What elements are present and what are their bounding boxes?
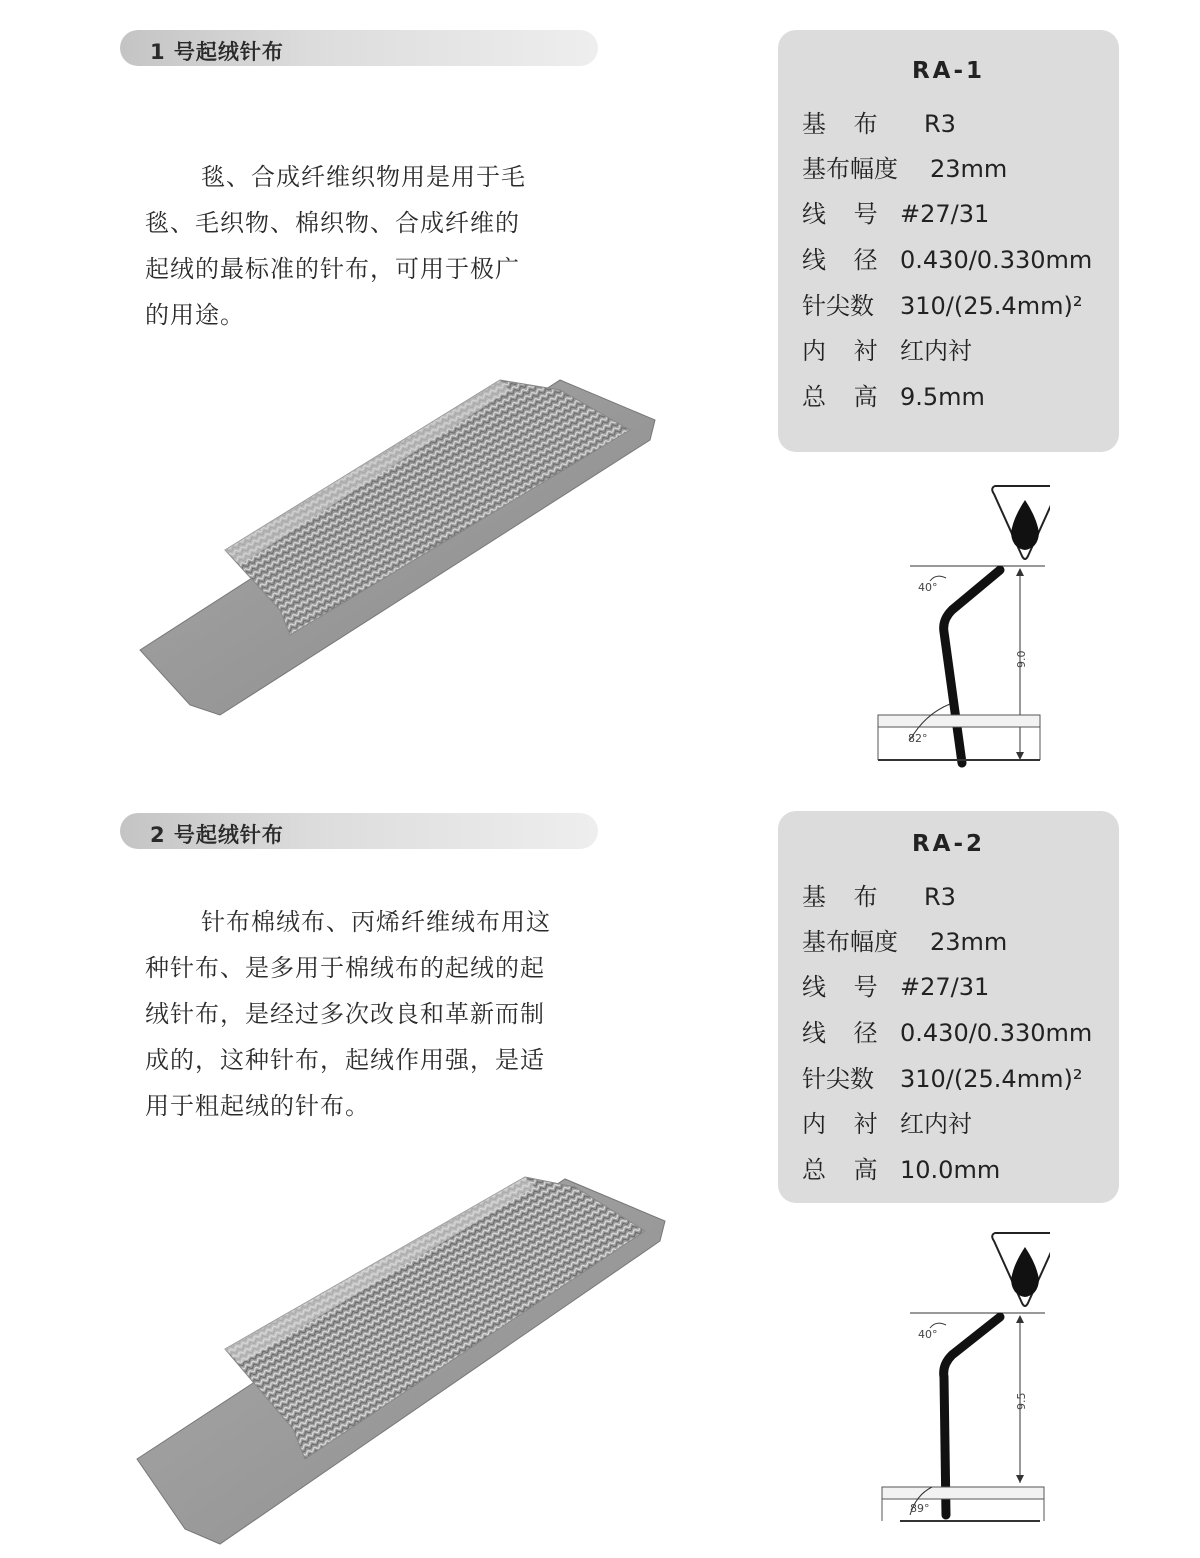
spec-value: 23mm: [930, 155, 1008, 183]
spec-label: 针尖数: [802, 1065, 874, 1093]
spec-row: [802, 1104, 972, 1144]
description-line: 的用途。: [145, 301, 245, 329]
arrow-down-icon: [1016, 752, 1024, 760]
description-line: 种针布、是多用于棉绒布的起绒的起: [145, 954, 545, 982]
model-code: RA-1: [911, 58, 986, 84]
needle-shape-icon: [944, 1317, 1000, 1515]
spec-value: 310/(25.4mm)²: [900, 1065, 1083, 1093]
spec-row: [802, 194, 989, 234]
top-angle-label: 40°: [918, 1328, 938, 1341]
spec-row: [802, 331, 972, 371]
section-2: [0, 779, 1200, 1558]
description-line: 起绒的最标准的针布，可用于极广: [145, 255, 520, 283]
spec-label: 内 衬: [802, 337, 888, 365]
spec-label: 线 号: [802, 973, 888, 1001]
spec-value: 0.430/0.330mm: [900, 246, 1093, 274]
height-label: 9.5: [1015, 1392, 1028, 1410]
arrow-up-icon: [1016, 1315, 1024, 1323]
product-description: [145, 154, 585, 338]
spec-label: 总 高: [802, 383, 888, 411]
product-description: [145, 899, 590, 1129]
spec-row: [802, 877, 956, 917]
spec-value: 0.430/0.330mm: [900, 1019, 1093, 1047]
spec-label: 基布幅度: [802, 928, 898, 956]
spec-label: 线 径: [802, 1019, 888, 1047]
spec-value: 23mm: [930, 928, 1008, 956]
section-title: 2 号起绒针布: [150, 823, 284, 847]
description-line: 成的，这种针布，起绒作用强，是适: [145, 1046, 545, 1074]
section-title: 1 号起绒针布: [150, 40, 284, 64]
spec-panel: [778, 811, 1119, 1203]
spec-row: [802, 240, 1092, 280]
spec-row: [802, 377, 985, 417]
spec-value: #27/31: [900, 200, 990, 228]
bottom-angle-label: 82°: [908, 732, 928, 745]
section-title-bar: [120, 813, 598, 849]
description-line: 毯、毛织物、棉织物、合成纤维的: [145, 209, 520, 237]
spec-value: 红内衬: [900, 337, 972, 365]
spec-label: 内 衬: [802, 1110, 888, 1138]
spec-label: 线 号: [802, 200, 888, 228]
spec-row: [802, 149, 1007, 189]
spec-value: 9.5mm: [900, 383, 985, 411]
needle-profile-diagram: [870, 478, 1050, 778]
spec-row: [802, 1150, 1000, 1190]
section-title-bar: [120, 30, 598, 66]
spec-row: [802, 104, 956, 144]
spec-row: [802, 286, 1082, 326]
spec-row: [802, 1059, 1082, 1099]
description-line: 针布棉绒布、丙烯纤维绒布用这: [201, 908, 551, 936]
spec-label: 总 高: [802, 1156, 888, 1184]
spec-row: [802, 967, 989, 1007]
top-angle-label: 40°: [918, 581, 938, 594]
spec-label: 基布幅度: [802, 155, 898, 183]
card-clothing-photo: [125, 1159, 680, 1554]
spec-panel: [778, 30, 1119, 452]
description-line: 绒针布，是经过多次改良和革新而制: [145, 1000, 545, 1028]
needle-shape-icon: [944, 570, 1000, 763]
card-clothing-photo: [130, 360, 670, 730]
spec-value: #27/31: [900, 973, 990, 1001]
description-line: 用于粗起绒的针布。: [145, 1092, 370, 1120]
spec-label: 线 径: [802, 246, 888, 274]
needle-profile-diagram: [870, 1225, 1050, 1525]
height-label: 9.0: [1015, 650, 1028, 668]
spec-value: 红内衬: [900, 1110, 972, 1138]
spec-row: [802, 922, 1007, 962]
spec-label: 基 布: [802, 883, 888, 911]
spec-value: 10.0mm: [900, 1156, 1001, 1184]
spec-label: 基 布: [802, 110, 888, 138]
description-line: 毯、合成纤维织物用是用于毛: [201, 163, 526, 191]
model-code: RA-2: [911, 831, 986, 857]
foundation-layer: [878, 715, 1040, 727]
bottom-angle-label: 89°: [910, 1502, 930, 1515]
spec-value: R3: [924, 883, 956, 911]
spec-row: [802, 1013, 1092, 1053]
foundation-layer: [882, 1487, 1044, 1499]
spec-value: R3: [924, 110, 956, 138]
spec-value: 310/(25.4mm)²: [900, 292, 1083, 320]
arrow-down-icon: [1016, 1475, 1024, 1483]
spec-label: 针尖数: [802, 292, 874, 320]
arrow-up-icon: [1016, 568, 1024, 576]
